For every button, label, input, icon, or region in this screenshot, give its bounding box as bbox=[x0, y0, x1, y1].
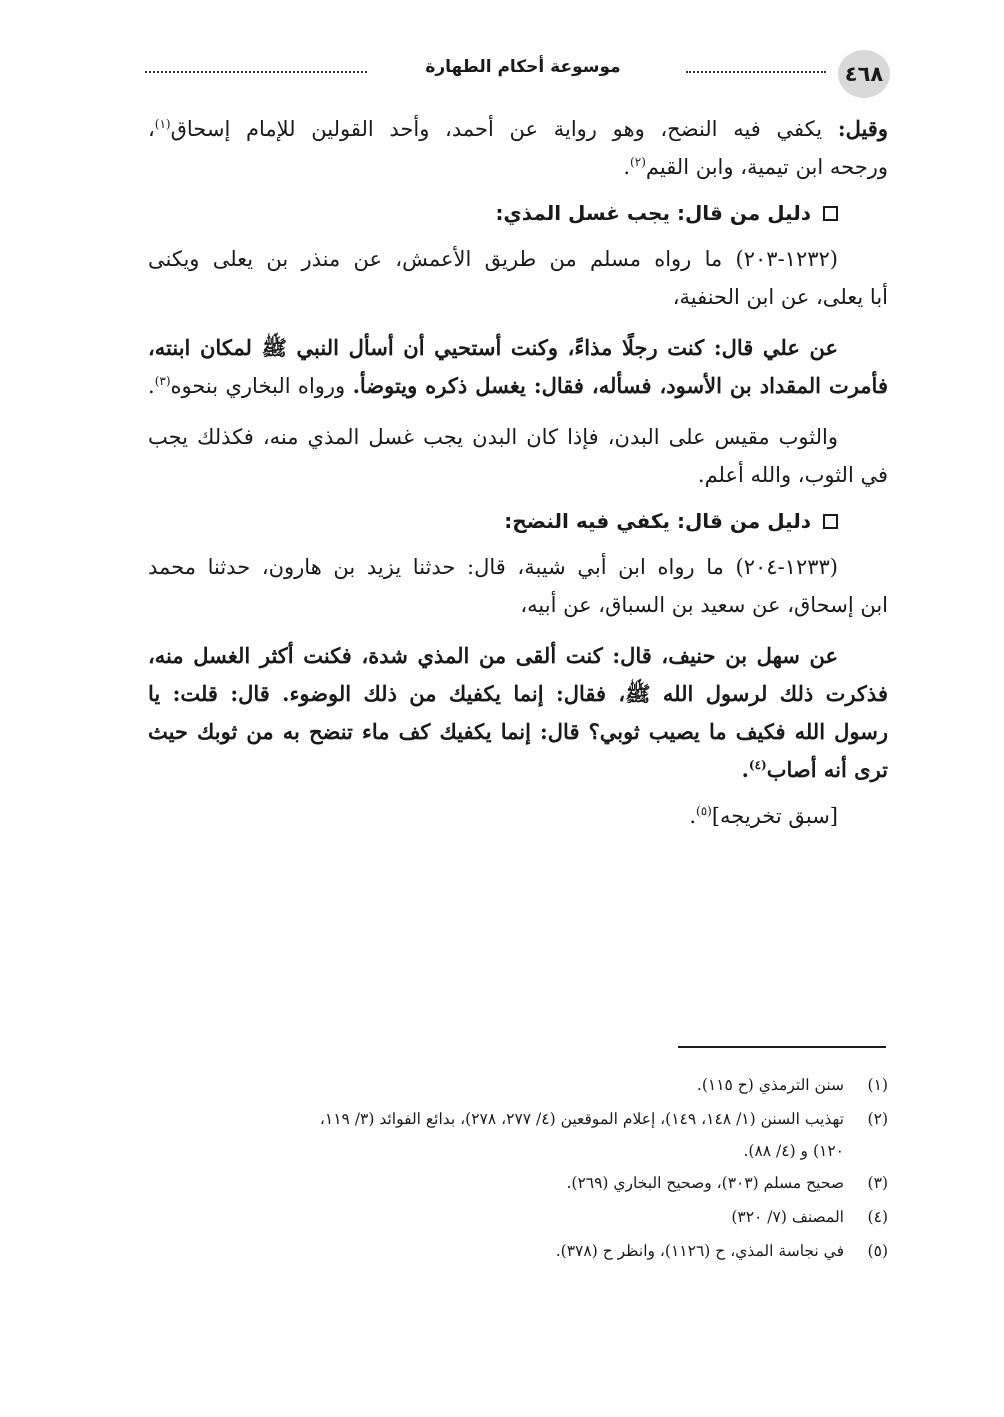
footnote-number: (٣) bbox=[867, 1174, 888, 1192]
text-line bbox=[148, 797, 888, 835]
hadith-line: فذكرت ذلك لرسول الله ﷺ، فقال: إنما يكفيك من ذلك الوضوء. قال: قلت: يا bbox=[148, 681, 888, 706]
text-span: ورواه البخاري بنحوه bbox=[170, 374, 353, 398]
footnote-ref: (٥) bbox=[696, 804, 712, 818]
text-line: ابن إسحاق، عن سعيد بن السباق، عن أبيه، bbox=[520, 593, 888, 617]
footnote-number: (٤) bbox=[867, 1208, 888, 1226]
footnote bbox=[148, 1234, 888, 1268]
hadith-line: عن علي قال: كنت رجلًا مذاءً، وكنت أستحيي أن أسأل النبي ﷺ لمكان ابنته، bbox=[148, 335, 838, 360]
text-span: . bbox=[741, 757, 749, 782]
footnote-ref: (٢) bbox=[630, 155, 646, 169]
footnote bbox=[148, 1068, 888, 1102]
text-line: أبا يعلى، عن ابن الحنفية، bbox=[672, 285, 888, 309]
hadith-line bbox=[148, 751, 888, 789]
footnote bbox=[148, 1200, 888, 1234]
text-line: في الثوب، والله أعلم. bbox=[697, 463, 888, 487]
footnote-text: صحيح مسلم (٣٠٣)، وصحيح البخاري (٢٦٩). bbox=[566, 1174, 844, 1192]
text-line: والثوب مقيس على البدن، فإذا كان البدن يجب غسل المذي منه، فكذلك يجب bbox=[148, 425, 838, 449]
footnote-text: في نجاسة المذي، ح (١١٢٦)، وانظر ح (٣٧٨). bbox=[555, 1242, 844, 1260]
text-span: . bbox=[148, 374, 155, 398]
hadith-line: عن سهل بن حنيف، قال: كنت ألقى من المذي شدة، فكنت أكثر الغسل منه، bbox=[148, 643, 838, 668]
footnote-ref: (٤) bbox=[748, 758, 767, 772]
section-heading bbox=[148, 502, 888, 540]
footnote-number: (١) bbox=[867, 1076, 888, 1094]
checkbox-icon bbox=[823, 206, 838, 221]
footnote-ref: (٣) bbox=[154, 374, 171, 388]
hadith-text: ترى أنه أصاب bbox=[766, 757, 888, 782]
heading-text: دليل من قال: يجب غسل المذي: bbox=[495, 201, 811, 225]
text-span: . bbox=[689, 804, 697, 828]
footnote-separator bbox=[678, 1046, 886, 1048]
header-dotted-rule-right bbox=[686, 71, 826, 73]
bold-lead: وقيل: bbox=[837, 116, 888, 141]
footnote-continuation: ١٢٠) و (٤/ ٨٨). bbox=[743, 1142, 844, 1160]
footnote bbox=[148, 1166, 888, 1200]
main-text bbox=[148, 110, 888, 835]
book-title: موسوعة أحكام الطهارة bbox=[425, 57, 621, 77]
text-line bbox=[148, 110, 888, 148]
footnote-text: سنن الترمذي (ح ١١٥). bbox=[696, 1076, 844, 1094]
page-number: ٤٦٨ bbox=[838, 50, 890, 98]
hadith-line bbox=[148, 367, 888, 405]
checkbox-icon bbox=[823, 514, 838, 529]
page-header bbox=[145, 50, 890, 100]
text-span: [سبق تخريجه] bbox=[711, 804, 838, 828]
text-span: يكفي فيه النضح، وهو رواية عن أحمد، وأحد القولين للإمام إسحاق bbox=[170, 117, 838, 141]
text-span: ، bbox=[148, 117, 155, 141]
section-heading bbox=[148, 194, 888, 232]
text-span: . bbox=[623, 155, 631, 179]
footnote-number: (٥) bbox=[867, 1242, 888, 1260]
hadith-text: فأمرت المقداد بن الأسود، فسأله، فقال: يغسل ذكره ويتوضأ. bbox=[352, 373, 888, 398]
footnote-text: تهذيب السنن (١/ ١٤٨، ١٤٩)، إعلام الموقعين (٤/ ٢٧٧، ٢٧٨)، بدائع الفوائد (٣/ ١١٩، bbox=[319, 1110, 844, 1128]
footnote-ref: (١) bbox=[154, 117, 171, 131]
footnote bbox=[148, 1102, 888, 1136]
heading-text: دليل من قال: يكفي فيه النضح: bbox=[504, 509, 811, 533]
footnote-text: المصنف (٧/ ٣٢٠) bbox=[731, 1208, 844, 1226]
text-line bbox=[148, 148, 888, 186]
footnote-number: (٢) bbox=[867, 1110, 888, 1128]
text-line: (١٢٣٢-٢٠٣) ما رواه مسلم من طريق الأعمش، عن منذر بن يعلى ويكنى bbox=[148, 247, 838, 271]
footnotes bbox=[148, 1068, 888, 1268]
text-line: (١٢٣٣-٢٠٤) ما رواه ابن أبي شيبة، قال: حدثنا يزيد بن هارون، حدثنا محمد bbox=[148, 555, 838, 579]
text-span: ورجحه ابن تيمية، وابن القيم bbox=[645, 155, 888, 179]
hadith-line: رسول الله فكيف ما يصيب ثوبي؟ قال: إنما يكفيك كف ماء تنضح به من ثوبك حيث bbox=[148, 719, 888, 744]
header-dotted-rule-left bbox=[145, 71, 367, 73]
